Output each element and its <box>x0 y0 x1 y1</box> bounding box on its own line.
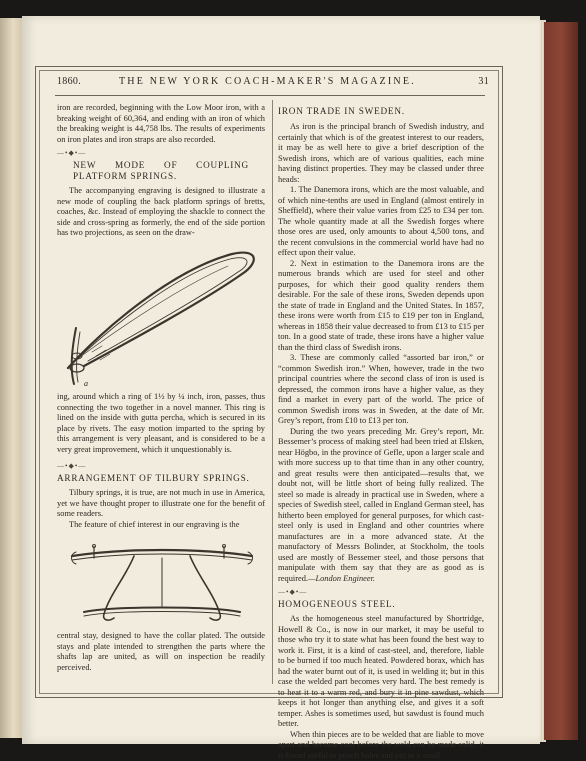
iron-paragraph-2: 1. The Danemora irons, which are the most valuable, and of which nine-tenths are used in England (almost entirely in Sheffield), where their value varies from £25 to £34 per ton. The whole quantity made at all the Swedish forges where those ores are used, only amounts to about 4,500 tons, and the recent convulsions in the commercial world have had no effect upon their value. <box>278 185 484 259</box>
tilbury-paragraph-1: Tilbury springs, it is true, are not much in use in America, yet we have thought proper to illustrate one for the benefit of some readers. <box>57 488 265 520</box>
steel-paragraph-1: As the homogeneous steel manufactured by Shortridge, Howell & Co., is now in our market, it may be useful to those who try it to state what has been found the best way to work it. First, it is a kind of cast-steel, and, therefore, liable to be burned if too much heated. Powdered borax, which has had the water burnt out of it, is used in welding it; but in this case the welded part becomes very hard. The best remedy is to heat it to a warm red, and bury it in pine sawdust, which keeps it hot longer than anything else, and gives it a soft temper. Ashes is sometimes used, but sawdust is found much better. <box>278 614 484 730</box>
figure-label: a <box>84 379 88 388</box>
running-header <box>57 76 489 92</box>
coupling-paragraph-2: ing, around which a ring of 1½ by ¼ inch, iron, passes, thus connecting the two together in a novel manner. This ring is lined on the inside with gutta percha, which is secured in its place by rivets. The easy motion imparted to the spring by this arrangement is very pleasant, and is considered to be a very great improvement, which it unquestionably is. <box>57 392 265 455</box>
page-number: 31 <box>478 76 489 87</box>
book-left-page-edge <box>0 18 23 738</box>
coupling-heading: NEW MODE OF COUPLING PLATFORM SPRINGS. <box>73 160 249 182</box>
tilbury-heading: ARRANGEMENT OF TILBURY SPRINGS. <box>57 473 265 484</box>
header-title: THE NEW YORK COACH-MAKER'S MAGAZINE. <box>119 76 416 87</box>
iron-trade-heading: IRON TRADE IN SWEDEN. <box>278 106 484 117</box>
iron-paragraph-5-text: During the two years preceding Mr. Grey’s report, Mr. Bessemer’s process of making steel had been tried at Elsken, near Högbo, in the province of Gefle, upon a larger scale and with more success up to that time than in any other country, and great results were then anticipated—results that, we doubt not, will be little short of being fully realized. The steel so made is already in practical use in Sweden, where a species of Swedish steel, called in England German steel, has hitherto been employed for general purposes, for which cast-steel only is used in England and other countries where manufactures are in a more advanced state. At the manufactory of Messrs Bolinder, at Stockholm, the tools used are mostly of Bessemer steel, and those persons that manipulate with them say that they are as good as is required. <box>278 427 484 583</box>
iron-source: —London Engineer. <box>308 574 375 583</box>
steel-paragraph-2: When thin pieces are to be welded that are liable to move apart and become cool before the weld can be made solid, it is found useful to punch holes and put in a small <box>278 730 484 761</box>
left-column-continued <box>57 392 265 530</box>
header-rule <box>55 95 485 96</box>
book-cover-edge <box>544 22 578 740</box>
header-year: 1860. <box>57 76 81 87</box>
right-column <box>278 106 484 761</box>
homogeneous-steel-heading: HOMOGENEOUS STEEL. <box>278 599 484 610</box>
section-ornament: —•◆•— <box>278 587 484 597</box>
tilbury-paragraph-2: The feature of chief interest in our engraving is the <box>57 520 265 531</box>
coupling-spring-engraving <box>62 240 262 390</box>
column-rule <box>272 100 273 684</box>
coupling-paragraph-1: The accompanying engraving is designed to illustrate a new mode of coupling the back platform springs of bretts, coaches, &c. Instead of employing the shackle to connect the side and cross-spring as formerly, the end of the side portion has two projections, as seen on the draw- <box>57 186 265 239</box>
iron-paragraph-3: 2. Next in estimation to the Danemora irons are the numerous brands which are used for steel and other purposes, for which their good quality renders them desirable. For the sale of these irons, Sweden depends upon the state of trade in England and the United States. In 1857, these irons were worth from £15 to £19 per ton in England, whereas in 1858 their value decreased to from £13 to £15 per ton. In a good state of trade, these irons have a higher value than the third class of Swedish irons. <box>278 259 484 354</box>
iron-paragraph-1: As iron is the principal branch of Swedish industry, and certainly that which is of the greatest interest to our readers, it may be as well here to give a brief description of the Swedish irons, which are of various qualities, each mine having distinct properties. They may be classed under three heads: <box>278 122 484 185</box>
iron-paragraph-5 <box>278 427 484 585</box>
intro-paragraph: iron are recorded, beginning with the Low Moor iron, with a breaking weight of 60,364, and ending with an iron of which the breaking weight is 44,758 lbs. The results of experiments on iron plates and iron straps are also recorded. <box>57 103 265 145</box>
section-ornament: —•◆•— <box>57 461 265 471</box>
left-column <box>57 103 265 239</box>
iron-paragraph-4: 3. These are commonly called “assorted bar iron,” or “common Swedish iron.” When, however, trade in the two principal countries where the second class of iron is used is depressed, the common irons have a higher value, as they find a market in every part of the world. The price of common Swedish irons was in Sweden, at the date of Mr. Grey’s report, from £10 to £13 per ton. <box>278 353 484 427</box>
section-ornament: —•◆•— <box>57 148 265 158</box>
left-column-end <box>57 631 265 673</box>
tilbury-paragraph-3: central stay, designed to have the collar plated. The outside stays and plate intended to strengthen the parts where the shafts lap are united, as will on inspection be readily perceived. <box>57 631 265 673</box>
tilbury-spring-engraving <box>64 542 260 628</box>
